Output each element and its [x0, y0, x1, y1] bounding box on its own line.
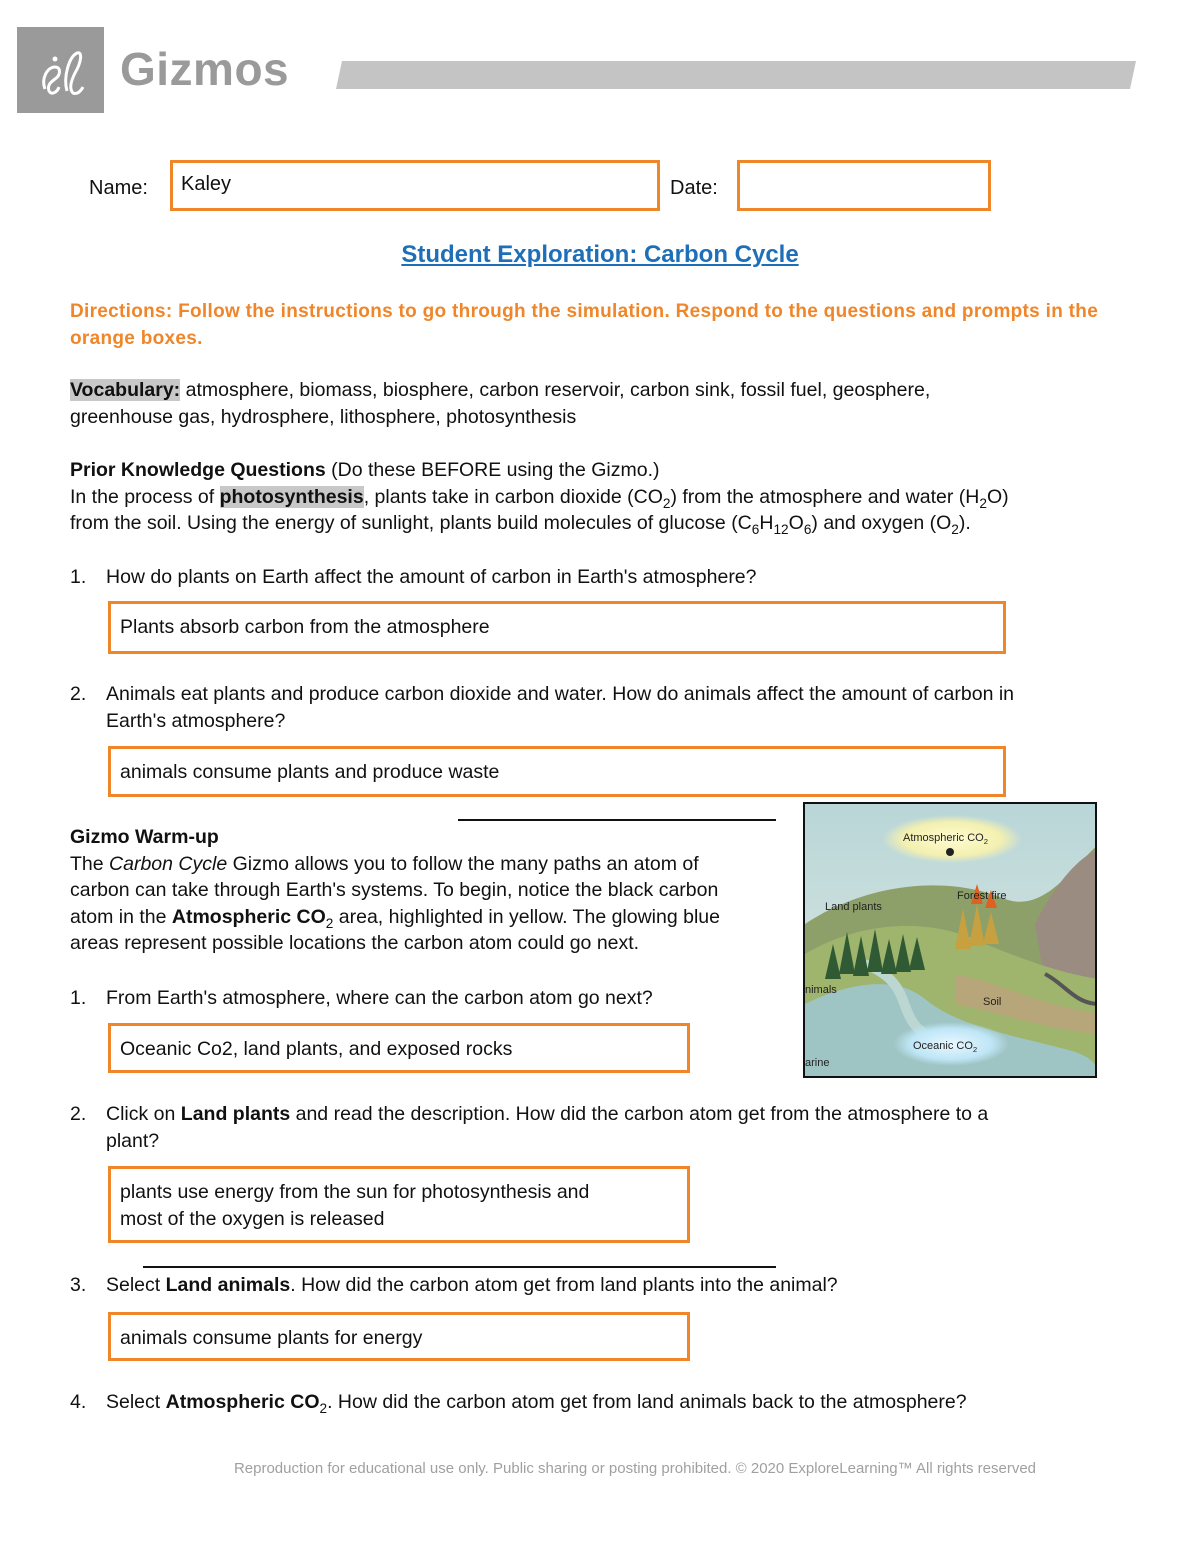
footer-copyright: Reproduction for educational use only. Public sharing or posting prohibited. © 2020 ExploreLearning™ All rights reserved — [233, 1460, 1037, 1477]
header-bar — [336, 61, 1136, 89]
prior-answer-1[interactable]: Plants absorb carbon from the atmosphere — [108, 601, 1006, 654]
vocabulary-line-1: atmosphere, biomass, biosphere, carbon reservoir, carbon sink, fossil fuel, geosphere, — [180, 379, 931, 401]
sim-label-soil: Soil — [983, 996, 1002, 1008]
simulation-scene — [805, 804, 1097, 1078]
prior-question-2: 2. Animals eat plants and produce carbon dioxide and water. How do animals affect the amount of carbon in Earth's atmosphere? — [70, 683, 1015, 732]
sim-label-land-plants: Land plants — [825, 901, 882, 913]
sim-label-oceanic-co2: Oceanic $CO_2$ — [913, 1040, 978, 1055]
prior-heading: Prior Knowledge Questions — [70, 459, 326, 481]
el-logo-icon — [17, 27, 104, 113]
warmup-answer-1[interactable]: Oceanic Co2, land plants, and exposed rocks — [108, 1023, 690, 1073]
warmup-answer-2[interactable]: plants use energy from the sun for photosynthesis and most of the oxygen is released — [108, 1166, 690, 1243]
prior-knowledge-section — [70, 457, 1160, 537]
directions: Directions: Follow the instructions to go through the simulation. Respond to the questions and prompts in the orange boxes. — [70, 301, 1099, 349]
page-title: Student Exploration: Carbon Cycle — [401, 241, 799, 268]
brand-name: Gizmos — [120, 43, 290, 95]
vocabulary-line-2: greenhouse gas, hydrosphere, lithosphere, photosynthesis — [70, 405, 577, 428]
prior-line-2: from the soil. Using the energy of sunlight, plants build molecules of glucose $(C_6H_{12}O_6)$ and oxygen $(O_2)$. — [70, 512, 971, 537]
sim-label-forest-fire: Forest fire — [957, 890, 1007, 902]
warmup-question-2: 2. Click on Land plants and read the description. How did the carbon atom get from the atmosphere to a plant? — [70, 1103, 989, 1152]
warmup-section: Gizmo Warm-up The Carbon Cycle Gizmo allows you to follow the many paths an atom of carbon can take through Earth's systems. To begin, notice the black carbon atom in the Atmospheric $CO_2$ area, highlighted in yellow. The glowing blue areas represent possible locations the carbon atom could go next. — [70, 826, 720, 954]
vocabulary — [70, 377, 1150, 430]
prior-question-1: 1. How do plants on Earth affect the amount of carbon in Earth's atmosphere? — [70, 566, 757, 588]
warmup-question-1: 1. From Earth's atmosphere, where can the carbon atom go next? — [70, 987, 653, 1009]
explorelearning-logo — [17, 27, 104, 113]
prior-heading-note: (Do these BEFORE using the Gizmo.) — [325, 459, 660, 481]
warmup-heading: Gizmo Warm-up — [70, 826, 219, 848]
prior-answer-2[interactable]: animals consume plants and produce waste — [108, 746, 1006, 797]
date-field[interactable] — [737, 160, 991, 211]
carbon-cycle-simulation-image — [803, 802, 1097, 1078]
warmup-question-4: 4. Select Atmospheric $CO_2$. How did the carbon atom get from land animals back to the atmosphere? — [70, 1391, 967, 1416]
name-field[interactable]: Kaley — [170, 160, 660, 211]
name-label: Name: — [89, 177, 148, 199]
sim-label-marine: arine — [805, 1057, 830, 1069]
prior-line-1: In the process of photosynthesis, plants take in carbon dioxide $(CO_2)$ from the atmosphere and water $(H_2O)$ — [70, 485, 1009, 511]
warmup-answer-3[interactable]: animals consume plants for energy — [108, 1312, 690, 1361]
photosynthesis-term: photosynthesis — [219, 485, 364, 508]
warmup-question-3: 3. Select Land animals. How did the carbon atom get from land plants into the animal? — [70, 1274, 838, 1296]
vocabulary-label: Vocabulary: — [70, 379, 181, 401]
divider-line — [458, 819, 776, 821]
divider-line-2 — [143, 1266, 776, 1268]
date-label: Date: — [670, 177, 718, 199]
sim-label-atmospheric-co2: Atmospheric $CO_2$ — [903, 832, 988, 847]
sim-label-animals: nimals — [805, 984, 837, 996]
